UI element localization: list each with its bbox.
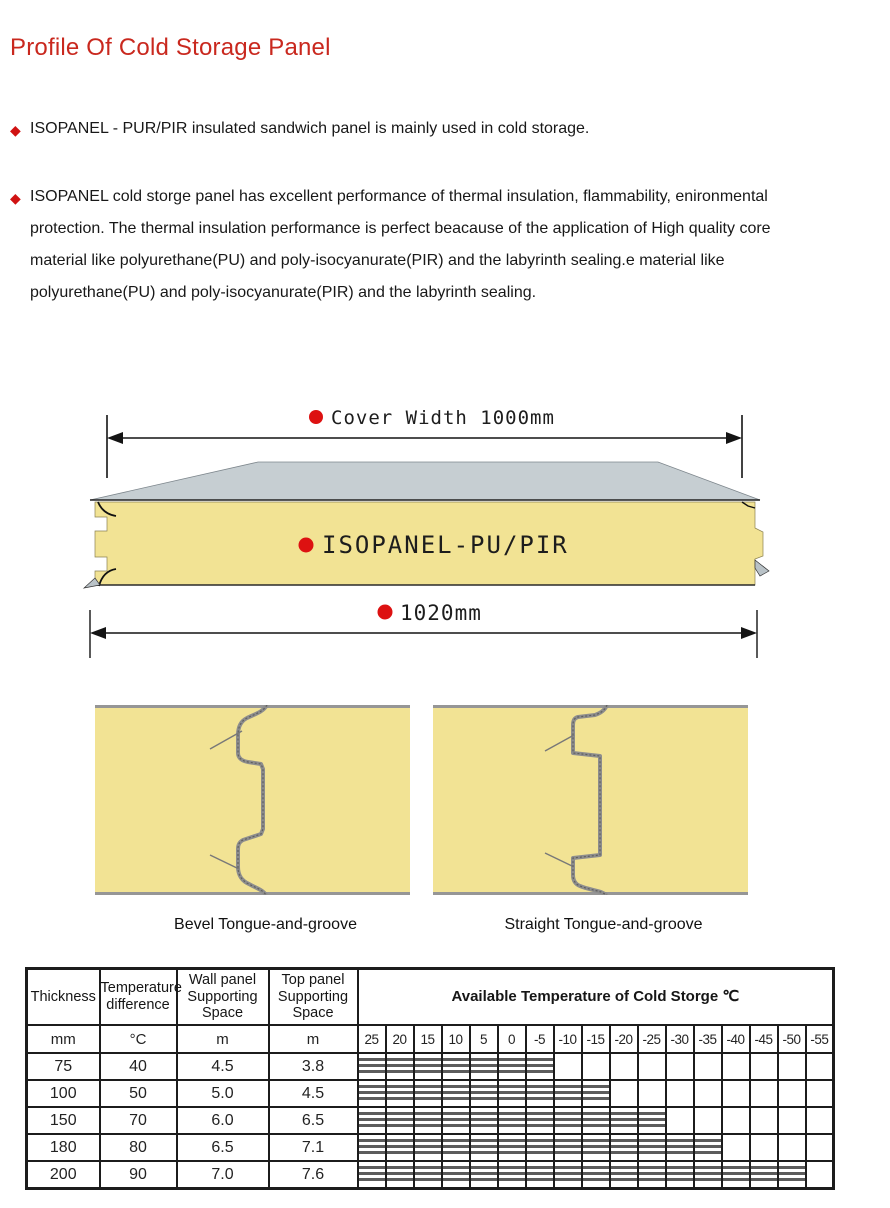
temp-scale--25: -25 (638, 1025, 666, 1053)
temp-empty-cell--50 (778, 1080, 806, 1107)
temp-range-bar-cell-10 (442, 1161, 470, 1189)
arrowhead-right (726, 432, 742, 444)
temp-range-bar-cell-5 (470, 1053, 498, 1080)
temp-empty-cell--40 (722, 1080, 750, 1107)
temp-range-bar-cell-5 (470, 1161, 498, 1189)
temp-range-bar-cell--30 (666, 1161, 694, 1189)
temp-range-bar-cell--25 (638, 1107, 666, 1134)
temp-range-bar-cell--15 (582, 1134, 610, 1161)
unit-thickness: mm (27, 1025, 100, 1053)
thickness-value: 100 (27, 1080, 100, 1107)
temp-range-bar-cell-10 (442, 1080, 470, 1107)
temp-range-bar-cell--15 (582, 1080, 610, 1107)
red-dot-marker (378, 605, 393, 620)
temp-range-bar-cell--10 (554, 1161, 582, 1189)
temp-range-bar-cell-0 (498, 1107, 526, 1134)
temp-empty-cell--45 (750, 1053, 778, 1080)
temp-empty-cell--45 (750, 1107, 778, 1134)
temp-empty-cell--55 (806, 1107, 834, 1134)
temp-range-bar-cell--35 (694, 1134, 722, 1161)
top-span-value: 7.6 (269, 1161, 358, 1189)
temp-scale--55: -55 (806, 1025, 834, 1053)
temp-difference-value: 50 (100, 1080, 177, 1107)
temp-range-bar-cell-15 (414, 1107, 442, 1134)
panel-label: ISOPANEL-PU/PIR (322, 531, 569, 559)
cover-width-label: Cover Width 1000mm (331, 407, 555, 429)
temp-empty-cell--25 (638, 1080, 666, 1107)
temp-range-bar-cell--10 (554, 1134, 582, 1161)
temp-range-bar-cell--10 (554, 1107, 582, 1134)
top-span-value: 3.8 (269, 1053, 358, 1080)
temp-scale--30: -30 (666, 1025, 694, 1053)
temp-empty-cell--30 (666, 1080, 694, 1107)
temp-empty-cell--55 (806, 1053, 834, 1080)
temp-empty-cell--55 (806, 1161, 834, 1189)
temp-scale--20: -20 (610, 1025, 638, 1053)
bullet-1-text: ISOPANEL - PUR/PIR insulated sandwich panel is mainly used in cold storage. (30, 120, 590, 137)
temp-difference-value: 70 (100, 1107, 177, 1134)
wall-span-value: 6.0 (177, 1107, 269, 1134)
thickness-value: 150 (27, 1107, 100, 1134)
joint-panel-fill (433, 705, 748, 895)
page-title: Profile Of Cold Storage Panel (10, 34, 331, 61)
table-header-row (27, 969, 834, 1026)
bevel-joint-figure (95, 705, 410, 895)
temp-empty-cell--35 (694, 1053, 722, 1080)
temp-difference-value: 40 (100, 1053, 177, 1080)
temp-empty-cell--15 (582, 1053, 610, 1080)
temp-range-bar-cell-5 (470, 1134, 498, 1161)
temp-range-bar-cell-25 (358, 1161, 386, 1189)
temp-range-bar-cell--5 (526, 1053, 554, 1080)
spec-table-body (27, 1053, 834, 1189)
temp-range-bar-cell-5 (470, 1080, 498, 1107)
diamond-bullet-icon: ◆ (10, 190, 21, 206)
temp-empty-cell--45 (750, 1134, 778, 1161)
temp-empty-cell--50 (778, 1134, 806, 1161)
temp-range-bar-cell--5 (526, 1107, 554, 1134)
temp-range-bar-cell--40 (722, 1161, 750, 1189)
spec-table (25, 967, 835, 1190)
temp-range-bar-cell-25 (358, 1053, 386, 1080)
temp-range-bar-cell-10 (442, 1107, 470, 1134)
thickness-value: 75 (27, 1053, 100, 1080)
header-temp-difference: Temperature difference (100, 969, 177, 1026)
red-dot-marker (299, 538, 314, 553)
temp-range-bar-cell--10 (554, 1080, 582, 1107)
temp-scale-20: 20 (386, 1025, 414, 1053)
temp-range-bar-cell--5 (526, 1080, 554, 1107)
temp-empty-cell--40 (722, 1107, 750, 1134)
temp-range-bar-cell-0 (498, 1161, 526, 1189)
spec-row-200 (27, 1161, 834, 1189)
temp-range-bar-cell-15 (414, 1053, 442, 1080)
temp-scale--15: -15 (582, 1025, 610, 1053)
thickness-value: 200 (27, 1161, 100, 1189)
temp-range-bar-cell-15 (414, 1161, 442, 1189)
temp-range-bar-cell--15 (582, 1107, 610, 1134)
temp-range-bar-cell--20 (610, 1107, 638, 1134)
temp-range-bar-cell-20 (386, 1053, 414, 1080)
temp-range-bar-cell--5 (526, 1134, 554, 1161)
diamond-bullet-icon: ◆ (10, 122, 21, 138)
top-span-value: 4.5 (269, 1080, 358, 1107)
temp-range-bar-cell-20 (386, 1107, 414, 1134)
temp-scale-15: 15 (414, 1025, 442, 1053)
temp-range-bar-cell-25 (358, 1107, 386, 1134)
temp-scale--45: -45 (750, 1025, 778, 1053)
straight-joint-caption: Straight Tongue-and-groove (504, 916, 703, 933)
bullet-item-2 (10, 181, 830, 309)
bullet-item-1 (10, 113, 850, 145)
temp-empty-cell--55 (806, 1134, 834, 1161)
wall-span-value: 4.5 (177, 1053, 269, 1080)
temp-range-bar-cell-15 (414, 1080, 442, 1107)
temp-empty-cell--50 (778, 1107, 806, 1134)
temp-range-bar-cell-25 (358, 1080, 386, 1107)
temp-empty-cell--10 (554, 1053, 582, 1080)
temp-scale--5: -5 (526, 1025, 554, 1053)
temp-range-bar-cell-10 (442, 1134, 470, 1161)
thickness-value: 180 (27, 1134, 100, 1161)
panel-top-sheet (90, 462, 760, 500)
bottom-width-label: 1020mm (400, 601, 482, 625)
temp-range-bar-cell-20 (386, 1161, 414, 1189)
temp-empty-cell--25 (638, 1053, 666, 1080)
spec-row-150 (27, 1107, 834, 1134)
bevel-joint-caption: Bevel Tongue-and-groove (174, 916, 357, 933)
temp-scale--35: -35 (694, 1025, 722, 1053)
temp-scale-10: 10 (442, 1025, 470, 1053)
joint-panel-fill (95, 705, 410, 895)
arrowhead-right (741, 627, 757, 639)
spec-row-75 (27, 1053, 834, 1080)
temp-range-bar-cell-20 (386, 1080, 414, 1107)
temp-range-bar-cell--45 (750, 1161, 778, 1189)
spec-row-180 (27, 1134, 834, 1161)
temp-empty-cell--35 (694, 1107, 722, 1134)
temp-range-bar-cell--25 (638, 1161, 666, 1189)
temp-range-bar-cell-10 (442, 1053, 470, 1080)
header-available-temperature: Available Temperature of Cold Storge ℃ (358, 969, 834, 1026)
edge-sliver-bottom-right (755, 560, 769, 576)
unit-top-span: m (269, 1025, 358, 1053)
temp-scale-25: 25 (358, 1025, 386, 1053)
temp-range-bar-cell-0 (498, 1053, 526, 1080)
temp-difference-value: 90 (100, 1161, 177, 1189)
temp-empty-cell--35 (694, 1080, 722, 1107)
temp-scale-5: 5 (470, 1025, 498, 1053)
unit-temp-difference: °C (100, 1025, 177, 1053)
temp-difference-value: 80 (100, 1134, 177, 1161)
top-span-value: 7.1 (269, 1134, 358, 1161)
header-wall-span: Wall panel Supporting Space (177, 969, 269, 1026)
temp-range-bar-cell-20 (386, 1134, 414, 1161)
red-dot-marker (309, 410, 323, 424)
arrowhead-left (107, 432, 123, 444)
temp-scale--40: -40 (722, 1025, 750, 1053)
temp-empty-cell--55 (806, 1080, 834, 1107)
straight-joint-figure (433, 705, 748, 895)
temp-range-bar-cell--30 (666, 1134, 694, 1161)
spec-row-100 (27, 1080, 834, 1107)
temp-scale--50: -50 (778, 1025, 806, 1053)
temp-range-bar-cell--50 (778, 1161, 806, 1189)
temp-range-bar-cell--5 (526, 1161, 554, 1189)
temp-range-bar-cell--15 (582, 1161, 610, 1189)
temp-range-bar-cell--25 (638, 1134, 666, 1161)
temp-range-bar-cell-0 (498, 1134, 526, 1161)
temp-range-bar-cell-0 (498, 1080, 526, 1107)
temp-empty-cell--20 (610, 1080, 638, 1107)
temp-range-bar-cell-25 (358, 1134, 386, 1161)
bullet-2-text: ISOPANEL cold storge panel has excellent performance of thermal insulation, flammability, enironmental protection. The thermal insulation performance is perfect beacause of the application of High quality core material like polyurethane(PU) and poly-isocyanurate(PIR) and the labyrinth sealing.e material like polyurethane(PU) and poly-isocyanurate(PIR) and the labyrinth sealing. (30, 188, 771, 301)
wall-span-value: 6.5 (177, 1134, 269, 1161)
header-thickness: Thickness (27, 969, 100, 1026)
top-span-value: 6.5 (269, 1107, 358, 1134)
wall-span-value: 7.0 (177, 1161, 269, 1189)
temp-range-bar-cell-5 (470, 1107, 498, 1134)
header-top-span: Top panel Supporting Space (269, 969, 358, 1026)
temp-empty-cell--40 (722, 1053, 750, 1080)
temp-scale-0: 0 (498, 1025, 526, 1053)
temp-empty-cell--30 (666, 1107, 694, 1134)
temp-empty-cell--30 (666, 1053, 694, 1080)
temp-empty-cell--45 (750, 1080, 778, 1107)
temp-range-bar-cell--35 (694, 1161, 722, 1189)
wall-span-value: 5.0 (177, 1080, 269, 1107)
temp-scale--10: -10 (554, 1025, 582, 1053)
panel-cross-section-diagram (0, 398, 890, 668)
table-unit-row (27, 1025, 834, 1053)
temp-empty-cell--50 (778, 1053, 806, 1080)
temp-range-bar-cell--20 (610, 1134, 638, 1161)
temp-empty-cell--20 (610, 1053, 638, 1080)
temp-empty-cell--40 (722, 1134, 750, 1161)
arrowhead-left (90, 627, 106, 639)
unit-wall-span: m (177, 1025, 269, 1053)
temp-range-bar-cell-15 (414, 1134, 442, 1161)
temp-range-bar-cell--20 (610, 1161, 638, 1189)
